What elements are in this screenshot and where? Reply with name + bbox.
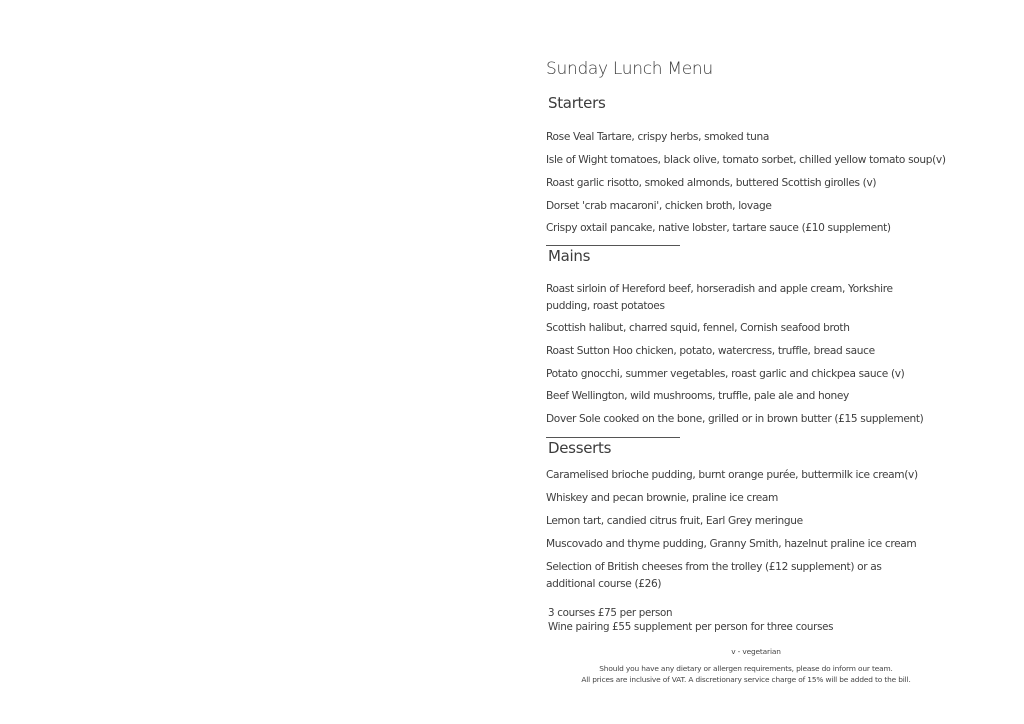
- menu-item: Dorset 'crab macaroni', chicken broth, lovage: [546, 200, 772, 212]
- menu-item: Rose Veal Tartare, crispy herbs, smoked tuna: [546, 131, 770, 143]
- menu-item: Muscovado and thyme pudding, Granny Smith, hazelnut praline ice cream: [546, 538, 917, 550]
- section-heading-starters: Starters: [548, 94, 606, 112]
- vegetarian-key: v - vegetarian: [731, 647, 781, 656]
- section-heading-desserts: Desserts: [548, 439, 612, 457]
- pricing-line: Wine pairing £55 supplement per person for three courses: [548, 621, 834, 633]
- section-heading-mains: Mains: [548, 247, 591, 265]
- menu-item: Roast sirloin of Hereford beef, horseradish and apple cream, Yorkshire pudding, roast potatoes: [546, 283, 893, 312]
- menu-item: Roast garlic risotto, smoked almonds, buttered Scottish girolles (v): [546, 177, 877, 189]
- menu-item: Roast Sutton Hoo chicken, potato, watercress, truffle, bread sauce: [546, 345, 875, 357]
- pricing-line: 3 courses £75 per person: [548, 607, 673, 619]
- menu-item: Caramelised brioche pudding, burnt orange purée, buttermilk ice cream(v): [546, 469, 918, 481]
- menu-item: Lemon tart, candied citrus fruit, Earl Grey meringue: [546, 515, 803, 527]
- menu-item: Dover Sole cooked on the bone, grilled or in brown butter (£15 supplement): [546, 413, 924, 425]
- service-charge-note: All prices are inclusive of VAT. A discretionary service charge of 15% will be added to the bill.: [581, 675, 911, 684]
- menu-item: Whiskey and pecan brownie, praline ice cream: [546, 492, 778, 504]
- menu-item: Beef Wellington, wild mushrooms, truffle, pale ale and honey: [546, 390, 849, 402]
- section-divider: [546, 437, 680, 438]
- menu-item: Potato gnocchi, summer vegetables, roast garlic and chickpea sauce (v): [546, 368, 905, 380]
- menu-item: Scottish halibut, charred squid, fennel, Cornish seafood broth: [546, 322, 850, 334]
- menu-item: Selection of British cheeses from the trolley (£12 supplement) or as additional course (£26): [546, 561, 882, 590]
- section-divider: [546, 245, 680, 246]
- menu-item: Crispy oxtail pancake, native lobster, tartare sauce (£10 supplement): [546, 222, 891, 234]
- dietary-note: Should you have any dietary or allergen requirements, please do inform our team.: [599, 664, 893, 673]
- menu-title: Sunday Lunch Menu: [546, 59, 713, 79]
- menu-item: Isle of Wight tomatoes, black olive, tomato sorbet, chilled yellow tomato soup(v): [546, 154, 946, 166]
